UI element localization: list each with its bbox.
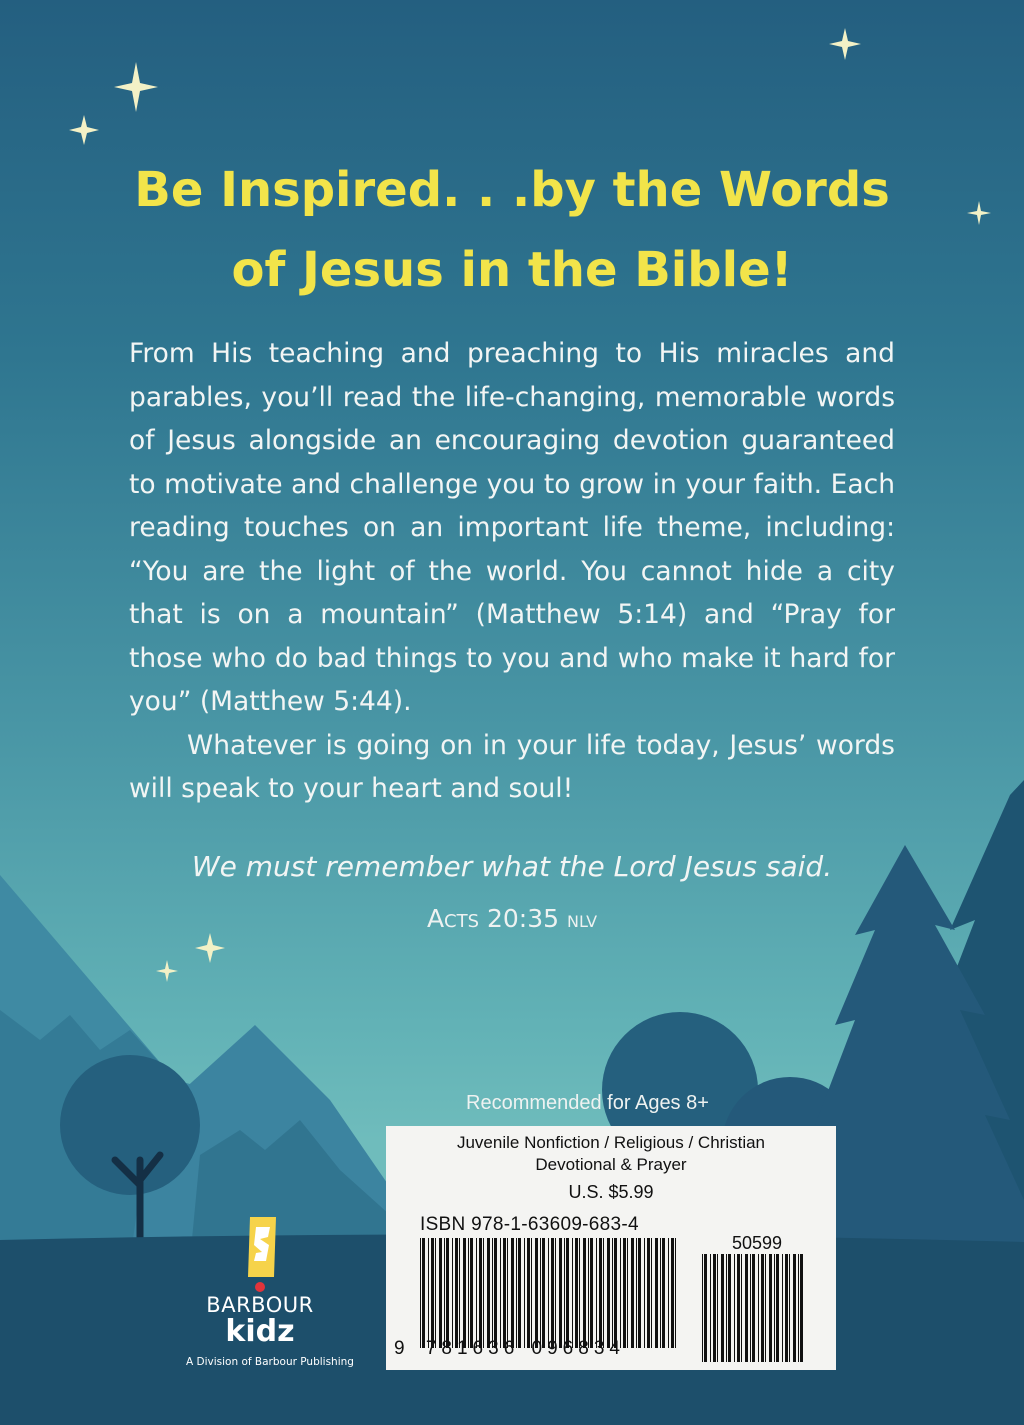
sparkle-star-icon [829,28,861,60]
scripture-quote: We must remember what the Lord Jesus said. [191,850,833,883]
sparkle-star-icon [114,62,158,112]
barcode-first-digit: 9 [394,1338,410,1359]
category-line-1: Juvenile Nonfiction / Religious / Christian [456,1133,766,1152]
headline [0,150,1024,310]
barcode-digits [394,1338,654,1360]
description [129,332,895,811]
publisher-imprint: kidz [225,1314,295,1349]
sparkle-star-icon [195,933,225,963]
publisher-logo [186,1215,370,1375]
category-line-2: Devotional & Prayer [535,1155,687,1174]
scripture-reference [370,904,654,933]
publisher-division: A Division of Barbour Publishing [186,1356,354,1368]
publisher-name: BARBOUR [206,1293,314,1317]
scripture-verse: 20:35 [486,904,560,933]
price: U.S. $5.99 [568,1182,654,1202]
addon-code: 50599 [732,1233,783,1253]
scripture-version: NLV [566,912,598,931]
barcode-group-1: 781636 [425,1338,520,1359]
barcode-group-2: 096834 [531,1338,625,1359]
description-paragraph-1: From His teaching and preaching to His miracles and parables, you’ll read the life-changing, memorable words of Jesus alongside an encouraging devotion guaranteed to motivate and challenge you to grow in your faith. Each reading touches on an important life theme, including: “You are the light of the world. You cannot hide a city that is on a mountain” (Matthew 5:14) and “Pray for those who do bad things to you and who make it hard for you” (Matthew 5:44). [129,338,895,717]
sparkle-star-icon [156,960,178,982]
headline-line-1: Be Inspired. . .by the Words [134,162,890,218]
barcode-icon [386,1126,836,1370]
price-barcode-label [386,1126,836,1370]
description-paragraph-2: Whatever is going on in your life today, Jesus’ words will speak to your heart and soul! [129,729,895,804]
sparkle-star-icon [69,115,99,145]
headline-line-2: of Jesus in the Bible! [231,242,793,298]
barbour-kidz-logo-icon [190,1215,330,1293]
scripture-book: Acts [426,904,480,933]
age-recommendation: Recommended for Ages 8+ [466,1092,709,1114]
isbn: ISBN 978-1-63609-683-4 [420,1214,639,1235]
